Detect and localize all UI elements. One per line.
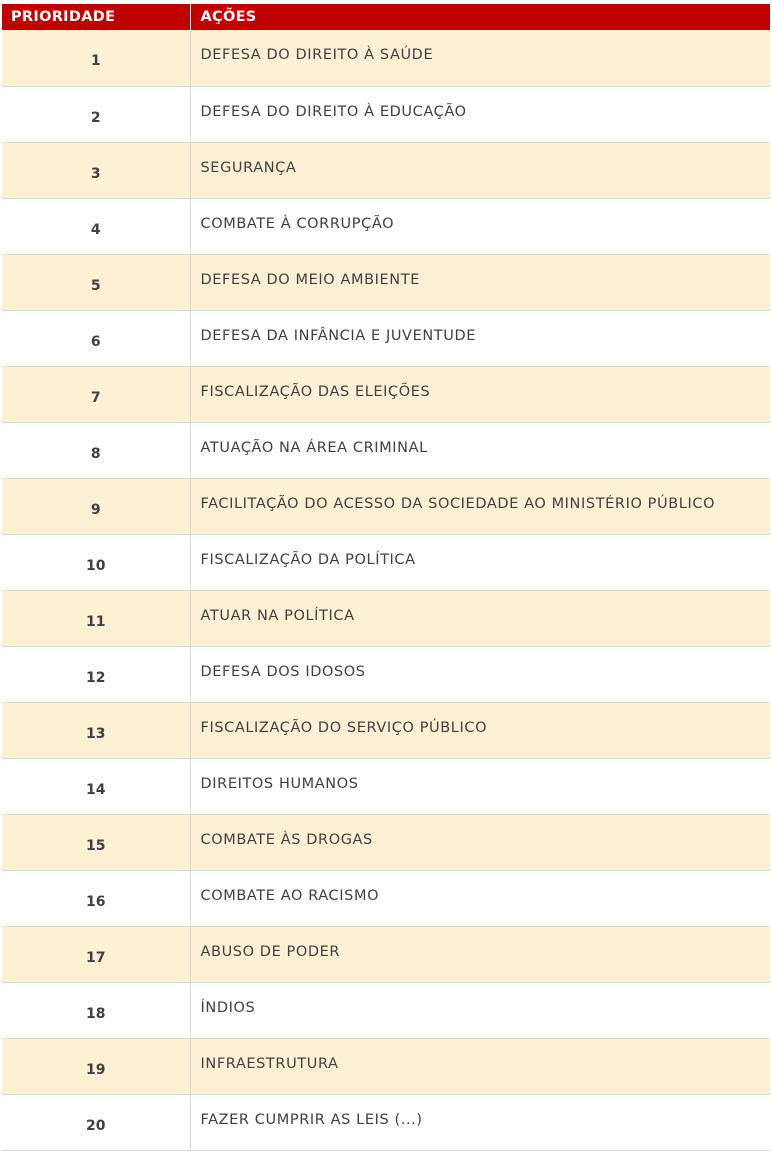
priority-cell: 10 <box>2 534 190 590</box>
priority-cell: 14 <box>2 758 190 814</box>
action-cell: COMBATE AO RACISMO <box>190 870 770 926</box>
action-cell: FISCALIZAÇÃO DAS ELEIÇÕES <box>190 366 770 422</box>
table-row <box>2 86 770 142</box>
table-row <box>2 926 770 982</box>
action-cell: ATUAR NA POLÍTICA <box>190 590 770 646</box>
table-row <box>2 366 770 422</box>
priority-cell: 8 <box>2 422 190 478</box>
priority-cell: 18 <box>2 982 190 1038</box>
priority-cell: 1 <box>2 30 190 86</box>
table-row <box>2 590 770 646</box>
table-row <box>2 534 770 590</box>
table-row <box>2 1038 770 1094</box>
action-cell: INFRAESTRUTURA <box>190 1038 770 1094</box>
table-row <box>2 646 770 702</box>
table-body <box>2 30 770 1150</box>
action-cell: FAZER CUMPRIR AS LEIS (...) <box>190 1094 770 1150</box>
priority-cell: 17 <box>2 926 190 982</box>
action-cell: FISCALIZAÇÃO DA POLÍTICA <box>190 534 770 590</box>
action-cell: DEFESA DO MEIO AMBIENTE <box>190 254 770 310</box>
action-cell: COMBATE ÀS DROGAS <box>190 814 770 870</box>
action-cell: FACILITAÇÃO DO ACESSO DA SOCIEDADE AO MINISTÉRIO PÚBLICO <box>190 478 770 534</box>
priority-cell: 13 <box>2 702 190 758</box>
action-cell: ABUSO DE PODER <box>190 926 770 982</box>
action-cell: DEFESA DA INFÂNCIA E JUVENTUDE <box>190 310 770 366</box>
table-row <box>2 142 770 198</box>
table-row <box>2 254 770 310</box>
action-cell: DEFESA DOS IDOSOS <box>190 646 770 702</box>
priority-cell: 15 <box>2 814 190 870</box>
priority-table <box>2 4 770 1151</box>
table-row <box>2 814 770 870</box>
table-row <box>2 982 770 1038</box>
table-row <box>2 30 770 86</box>
action-cell: DEFESA DO DIREITO À SAÚDE <box>190 30 770 86</box>
header-actions: AÇÕES <box>190 4 770 30</box>
priority-cell: 11 <box>2 590 190 646</box>
action-cell: ÍNDIOS <box>190 982 770 1038</box>
table-row <box>2 310 770 366</box>
table-row <box>2 1094 770 1150</box>
priority-cell: 5 <box>2 254 190 310</box>
table-header <box>2 4 770 30</box>
table-row <box>2 198 770 254</box>
priority-cell: 7 <box>2 366 190 422</box>
table-row <box>2 478 770 534</box>
priority-cell: 3 <box>2 142 190 198</box>
action-cell: DIREITOS HUMANOS <box>190 758 770 814</box>
header-row <box>2 4 770 30</box>
table-row <box>2 758 770 814</box>
priority-cell: 19 <box>2 1038 190 1094</box>
priority-cell: 6 <box>2 310 190 366</box>
action-cell: FISCALIZAÇÃO DO SERVIÇO PÚBLICO <box>190 702 770 758</box>
table-row <box>2 870 770 926</box>
action-cell: COMBATE À CORRUPÇÃO <box>190 198 770 254</box>
header-priority: PRIORIDADE <box>2 4 190 30</box>
priority-cell: 9 <box>2 478 190 534</box>
priority-cell: 4 <box>2 198 190 254</box>
priority-cell: 2 <box>2 86 190 142</box>
priority-cell: 16 <box>2 870 190 926</box>
action-cell: SEGURANÇA <box>190 142 770 198</box>
table-row <box>2 702 770 758</box>
action-cell: ATUAÇÃO NA ÁREA CRIMINAL <box>190 422 770 478</box>
priority-cell: 12 <box>2 646 190 702</box>
action-cell: DEFESA DO DIREITO À EDUCAÇÃO <box>190 86 770 142</box>
table-row <box>2 422 770 478</box>
priority-cell: 20 <box>2 1094 190 1150</box>
